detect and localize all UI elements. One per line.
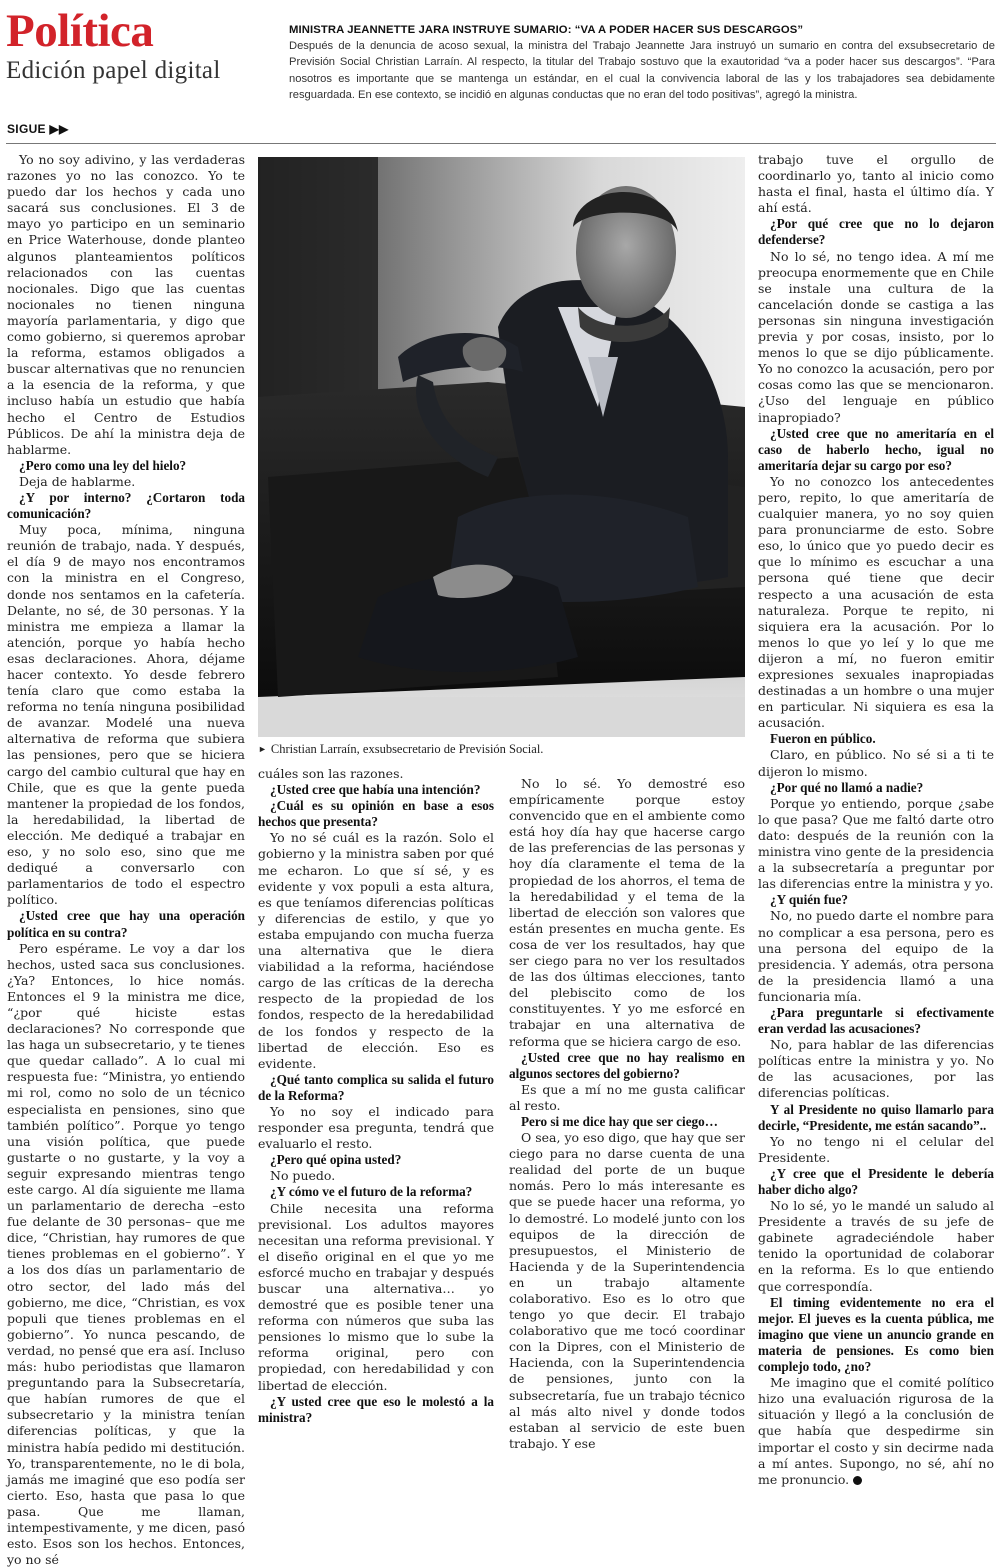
photo-caption <box>258 742 745 757</box>
interview-question: Y al Presidente no quiso llamarlo para decirle, “Presidente, me están sacando”.. <box>758 1101 994 1133</box>
article-column-1 <box>7 152 245 1568</box>
article-column-3 <box>509 776 745 1452</box>
answer-paragraph: Yo no conozco los antecedentes pero, repito, lo que ameritaría de cualquier manera, yo no soy quien para pronunciarme de esto. Sobre eso, lo único que yo puedo decir es que lo mínimo es escuchar a una persona qué tiene que decir respecto a una acusación de esta naturaleza. Porque te repito, ni siquiera era la acusación. Por lo menos lo que yo leí y lo que me dijeron a mí, no fueron emitir expresiones sexuales inapropiadas destinadas a un hombre o una mujer en particular. Ni siquiera es esa la acusación. <box>758 473 994 731</box>
portrait-illustration <box>258 157 745 737</box>
edition-subtitle: Edición papel digital <box>6 57 221 84</box>
section-title: Política <box>6 5 154 57</box>
interview-question: ¿Usted cree que había una intención? <box>270 782 481 798</box>
interview-question: ¿Y por interno? ¿Cortaron toda comunicación? <box>7 489 245 522</box>
interview-question: ¿Y cree que el Presidente le debería haber dicho algo? <box>758 1165 994 1197</box>
interview-question: ¿Y cómo ve el futuro de la reforma? <box>270 1184 473 1200</box>
portrait-photo <box>258 157 745 737</box>
answer-paragraph: No, para hablar de las diferencias políticas entre la ministra y yo. No de las acusaciones, por las diferencias políticas. <box>758 1037 994 1101</box>
interview-question: ¿Por qué cree que no lo dejaron defenderse? <box>758 216 994 248</box>
answer-paragraph: Yo no soy el indicado para responder esa pregunta, tendrá que evaluarlo el resto. <box>258 1103 494 1152</box>
answer-paragraph: No lo sé. Yo demostré eso empíricamente porque estoy convencido que en el ambiente como está hoy día hay que hacerse cargo de las preferencias de las personas y hoy día claramente el tema de la propiedad de los ahorros, el tema de la heredabilidad y el tema de la libertad de elección son valores que están presentes en mucha gente. Es cosa de ver los resultados, hay que ser ciego para no ver los resultados de las dos últimas elecciones, tanto del plebiscito como de los constituyentes. Y yo me esforcé en trabajar en una alternativa de reforma que se hiciera cargo de eso. <box>509 776 745 1049</box>
interview-question: ¿Usted cree que no ameritaría en el caso de haberlo hecho, igual no ameritaría dejar su cargo por eso? <box>758 425 994 473</box>
answer-paragraph: Yo no soy adivino, y las verdaderas razones yo no las conozco. Yo te puedo dar los hechos y cada uno sacará sus conclusiones. El 3 de mayo yo participo en un seminario en Price Waterhouse, donde planteo algunos planteamientos políticos relacionados con las cuentas nocionales. Digo que las cuentas nocionales no tienen ninguna mayoría parlamentaria, y digo que como gobierno, si queremos aprobar la reforma, estamos obligados a buscar alternativas que no renuncien a la esencia de la reforma, y que incluso había un estudio que había hecho el Centro de Estudios Públicos. De ahí la ministra deja de hablarme. <box>7 152 245 457</box>
answer-paragraph: Chile necesita una reforma previsional. Los adultos mayores necesitan una reforma previsional. Y el diseño original en el que yo me esforcé mucho en trabajar y después buscar una alternativa… yo demostré que es posible tener una reforma con números que suba las pensiones lo mismo que lo sube la reforma original, pero con propiedad, con heredabilidad y con libertad de elección. <box>258 1200 494 1393</box>
sidebar-news-box <box>289 23 995 104</box>
interview-question: ¿Pero qué opina usted? <box>270 1152 402 1168</box>
interview-question: ¿Y quién fue? <box>770 892 848 908</box>
interview-question: ¿Usted cree que no hay realismo en algunos sectores del gobierno? <box>509 1049 745 1081</box>
answer-continuation: cuáles son las razones. <box>258 766 404 781</box>
answer-continuation: trabajo tuve el orgullo de coordinarlo yo, tanto al inicio como hasta el final, hasta el último día. Y ahí está. <box>758 152 994 216</box>
interview-question: ¿Qué tanto complica su salida el futuro de la Reforma? <box>258 1071 494 1103</box>
caption-arrow-icon: ► <box>258 744 267 754</box>
interview-question: Fueron en público. <box>770 731 876 747</box>
answer-paragraph: O sea, yo eso digo, que hay que ser ciego para no darse cuenta de una realidad del porte de un buque nomás. Pero lo más interesante es que se puede hacer una reforma, yo lo demostré. Lo modelé junto con los equipos de la dirección de presupuestos, el Ministerio de Hacienda y de la Superintendencia en un trabajo altamente colaborativo. Eso es lo otro que tengo yo que decir. El trabajo colaborativo que me tocó coordinar con la Dipres, con el Ministerio de Hacienda, con la Superintendencia de pensiones, junto con la subsecretaría, fue un trabajo técnico al más alto nivel y donde todos estaban al servicio de este buen trabajo. Y ese <box>509 1130 745 1451</box>
answer-paragraph: No puedo. <box>270 1168 336 1184</box>
interview-question: ¿Usted cree que hay una operación política en su contra? <box>7 908 245 940</box>
answer-paragraph: Es que a mí no me gusta calificar al resto. <box>509 1081 745 1113</box>
answer-paragraph: Muy poca, mínima, ninguna reunión de trabajo, nada. Y después, el día 9 de mayo nos encontramos con la ministra en el Congreso, donde nos sentamos en la cafetería. Delante, no sé, de 30 personas. Y la ministra me empieza a llamar la atención, porque yo había hecho esas declaraciones. Ahora, déjame hacer contexto. Yo desde febrero tenía claro que como estaba la reforma no tenía ninguna posibilidad de avanzar. Modelé una nueva alternativa de reforma que subiera las pensiones, pero que se hiciera cargo del cambio cultural que hay en Chile, que es que la gente pueda mantener la propiedad de los fondos, la heredabilidad, la libertad de elección. Me dediqué a trabajar en eso, y no solo eso, sino que me dediqué a conversarlo con parlamentarios de todo el espectro político. <box>7 522 245 908</box>
sidebar-headline: MINISTRA JEANNETTE JARA INSTRUYE SUMARIO: “VA A PODER HACER SUS DESCARGOS” <box>289 24 804 36</box>
article-column-4 <box>758 152 994 1488</box>
interview-question: ¿Para preguntarle si efectivamente eran verdad las acusaciones? <box>758 1004 994 1037</box>
answer-paragraph: Deja de hablarme. <box>19 473 136 489</box>
answer-paragraph: Porque yo entiendo, porque ¿sabe lo que pasa? Que me faltó darte otro dato: después de la reunión con la ministra vino gente de la presidencia a la subsecretaría a preguntar por las diferencias entre la ministra y yo. <box>758 795 994 892</box>
article-column-2 <box>258 766 494 1426</box>
interview-question: ¿Pero como una ley del hielo? <box>19 457 187 473</box>
answer-paragraph: No, no puedo darte el nombre para no complicar a esa persona, pero es una persona del equipo de la presidencia. Y además, otra persona de la presidencia llamó a una funcionaria mía. <box>758 908 994 1004</box>
answer-paragraph: No lo sé, yo le mandé un saludo al Presidente a través de su jefe de gabinete agradeciéndole haber tenido la oportunidad de colaborar en la reforma. Es lo que entiendo que correspondía. <box>758 1198 994 1294</box>
interview-question: ¿Por qué no llamó a nadie? <box>770 779 924 795</box>
answer-paragraph: Yo no tengo ni el celular del Presidente. <box>758 1133 994 1165</box>
header-divider <box>6 143 996 144</box>
answer-paragraph: Pero espérame. Le voy a dar los hechos, usted saca sus conclusiones. ¿Ya? Entonces, lo hice nomás. Entonces el 9 la ministra me dice, “¿por qué hiciste estas declaraciones? No corresponde que las haga un subsecretario, y te tienes que quedar callado”. A lo cual mi respuesta fue: “Ministra, yo entiendo mi rol, como no solo de un técnico especialista en pensiones, sino que también político”. Porque yo tengo una visión política, que puede gustarte o no gustarte, y la voy a seguir expresando mientras tengo este cargo. Al día siguiente me llama un parlamentario de derecha –esto fue delante de 30 personas– que me dice, “Christian, hay rumores de que tienes problemas en el gobierno”. Y a los dos días un parlamentario de otro sector, del lado más del gobierno, me dice, “Christian, es vox populi que tienes problemas en el gobierno”. Yo nunca pescando, de verdad, no pensé que era así. Incluso más: hubo periodistas que llamaron preguntando para la Subsecretaría, que habían rumores de que el subsecretario y la ministra tenían diferencias políticas, y que la ministra había pedido mi destitución. Yo, transparentemente, no le di bola, jamás me imaginé que eso podía ser cierto. Eso, hasta que pasa lo que pasa. Que me llaman, intempestivamente, y me dicen, pasó esto. Esos son los hechos. Entonces, yo no sé <box>7 940 245 1568</box>
interview-question: Pero si me dice hay que ser ciego… <box>521 1113 718 1129</box>
answer-paragraph: Yo no sé cuál es la razón. Solo el gobierno y la ministra saben por qué me echaron. Lo que sí sé, y es evidente y vox populi a esta altura, es que teníamos diferencias políticas y diferencias de estilo, y que yo estaba empujando con mucha fuerza una alternativa que le diera viabilidad a la reforma, haciéndose cargo de las críticas de la derecha respecto de la propiedad de los fondos, respecto de la heredabilidad de los fondos y respecto de la libertad de elección. Eso es evidente. <box>258 830 494 1071</box>
interview-question: ¿Y usted cree que eso le molestó a la ministra? <box>258 1393 494 1425</box>
continue-label: SIGUE ▶▶ <box>7 122 69 136</box>
masthead <box>6 5 276 85</box>
answer-paragraph: Me imagino que el comité político hizo una evaluación rigurosa de la situación y llegó a la conclusión de que había que despedirme sin importar el costo y sin decirme nada a mí antes. Supongo, no sé, ahí no me pronuncio. <box>758 1375 994 1487</box>
interview-question: ¿Cuál es su opinión en base a esos hechos que presenta? <box>258 798 494 830</box>
answer-paragraph: No lo sé, no tengo idea. A mí me preocupa enormemente que en Chile se instale una cultura de la cancelación donde se castiga a las personas sin ninguna investigación previa y por cosas, insisto, por lo menos lo que se dijo públicamente. Yo no conozco la acusación, pero por cosas como las que se mencionaron. ¿Uso del lenguaje en público inapropiado? <box>758 248 994 425</box>
sidebar-body: Después de la denuncia de acoso sexual, la ministra del Trabajo Jeannette Jara instruyó un sumario en contra del exsubsecretario de Previsión Social Christian Larraín. Al respecto, la titular del Trabajo sostuvo que la exautoridad “va a poder hacer sus descargos”. “Para nosotros es importante que se mantenga un estándar, en el cual la convivencia laboral de las y los trabajadores sea debidamente resguardada. En ese contexto, se incidió en algunas conductas que no eran del todo positivas”, agregó la ministra. <box>289 40 995 102</box>
answer-paragraph: Claro, en público. No sé si a ti te dijeron lo mismo. <box>758 747 994 779</box>
caption-text: Christian Larraín, exsubsecretario de Previsión Social. <box>270 742 544 756</box>
interview-question: El timing evidentemente no era el mejor. El jueves es la cuenta pública, me imagino que viene un anuncio grande en materia de pensiones. Es como bien complejo todo, ¿no? <box>758 1294 994 1375</box>
end-of-article-icon <box>853 1476 862 1485</box>
